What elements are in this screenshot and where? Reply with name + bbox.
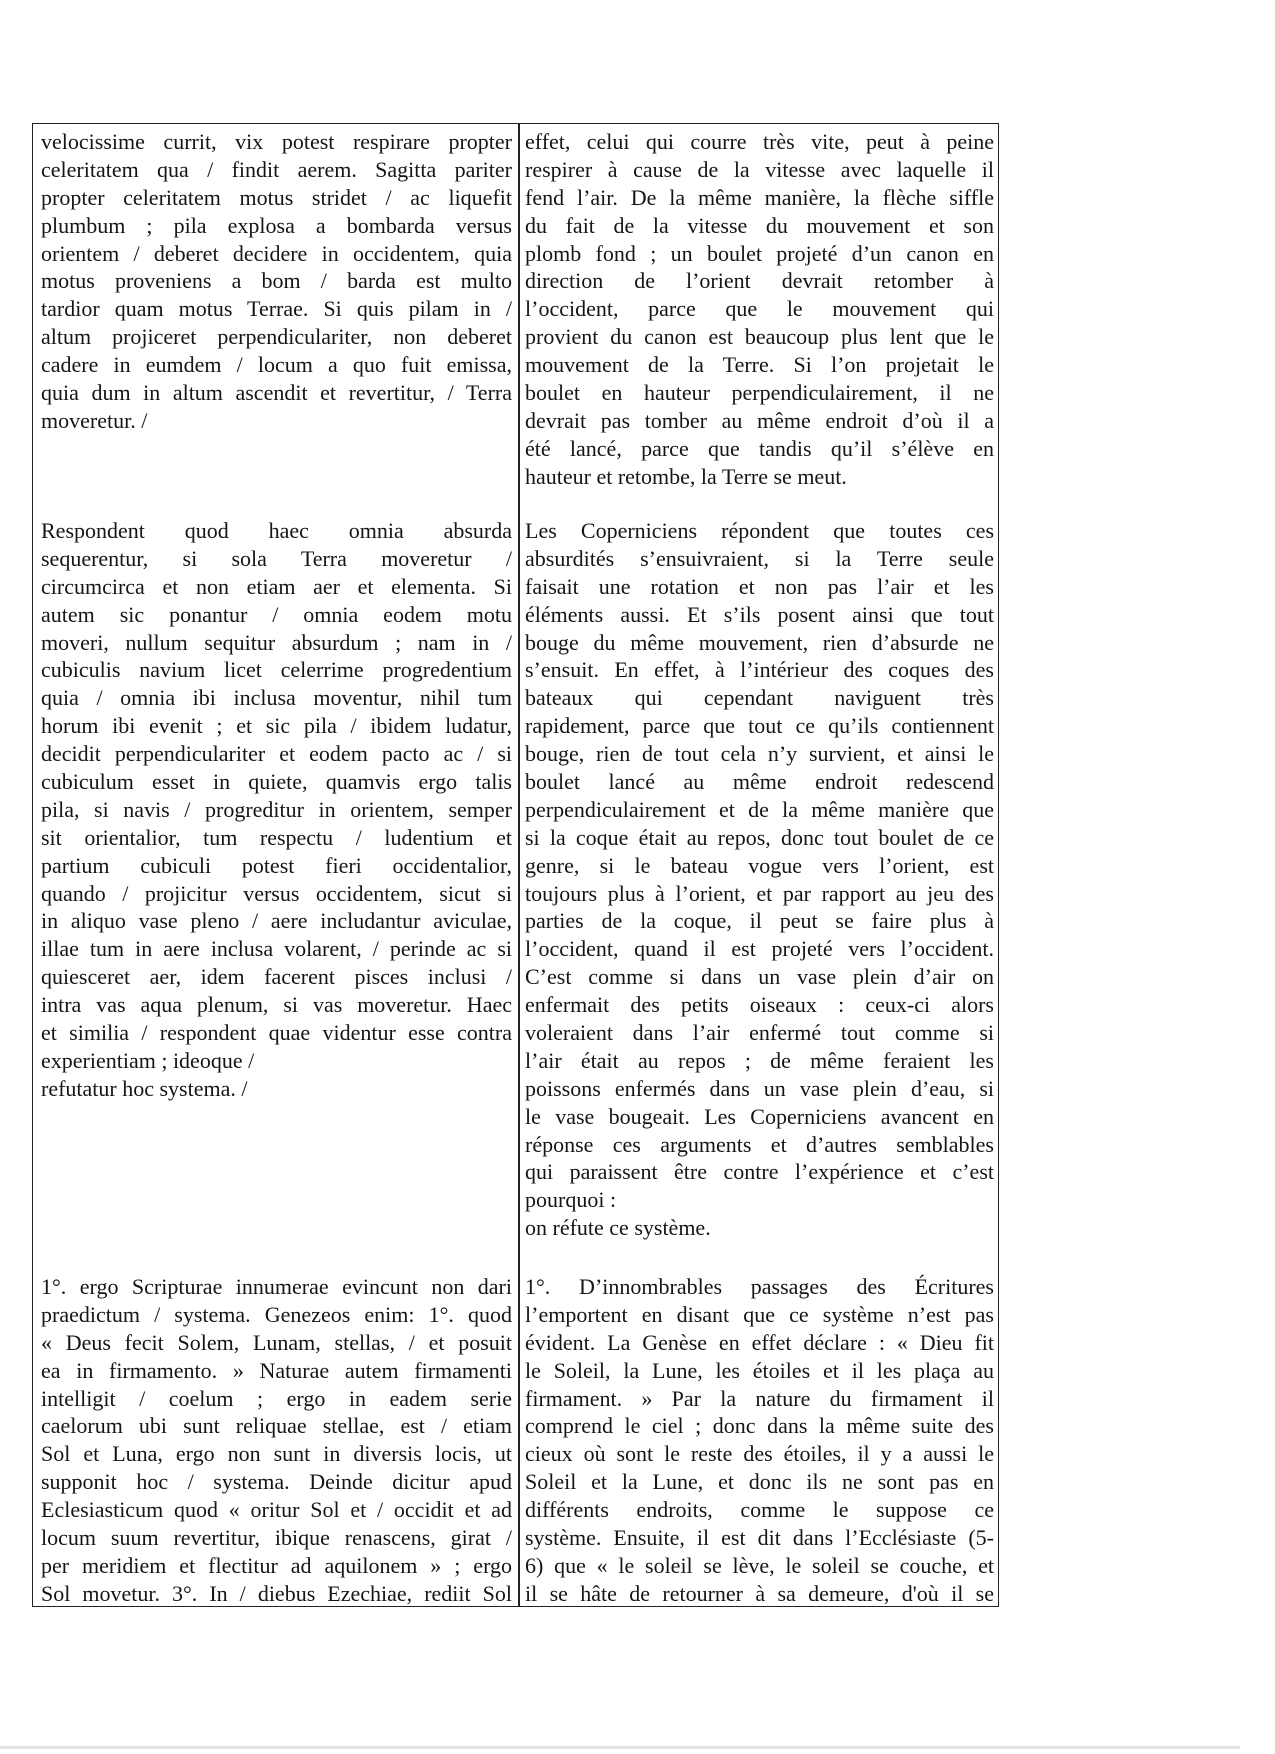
- text-line: intelligit / coelum ; ergo in eadem serie: [41, 1385, 512, 1411]
- text-line: l’occident, parce que le mouvement qui: [525, 296, 994, 322]
- text-line: praedictum / systema. Genezeos enim: 1°. quod: [41, 1301, 512, 1327]
- text-line: devrait pas tomber au même endroit d’où il a: [525, 407, 994, 433]
- text-line: ea in firmamento. » Naturae autem firmamenti: [41, 1357, 512, 1383]
- text-line: cieux où sont le reste des étoiles, il y a aussi le: [525, 1441, 994, 1467]
- text-line: genre, si le bateau vogue vers l’orient, est: [525, 852, 994, 878]
- text-line: s’ensuit. En effet, à l’intérieur des coques des: [525, 657, 994, 683]
- text-line: si la coque était au repos, donc tout boulet de ce: [525, 824, 994, 850]
- text-line: et similia / respondent quae videntur esse contra: [41, 1020, 512, 1046]
- text-line: 1°. ergo Scripturae innumerae evincunt non dari: [41, 1274, 512, 1299]
- text-line: Sol movetur. 3°. In / diebus Ezechiae, rediit Sol: [41, 1580, 512, 1606]
- text-line: altum projiceret perpendiculariter, non deberet: [41, 324, 512, 350]
- text-line: 6) que « le soleil se lève, le soleil se couche, et: [525, 1552, 994, 1578]
- text-line: « Deus fecit Solem, Lunam, stellas, / et posuit: [41, 1329, 512, 1355]
- text-line: cadere in eumdem / locum a quo fuit emissa,: [41, 352, 512, 378]
- french-paragraph-2: [525, 517, 994, 1242]
- text-line: caelorum ubi sunt reliquae stellae, est / etiam: [41, 1413, 512, 1439]
- text-line: tardior quam motus Terrae. Si quis pilam in /: [41, 296, 512, 322]
- text-line: bateaux qui cependant naviguent très: [525, 685, 994, 711]
- text-line: hauteur et retombe, la Terre se meut.: [525, 463, 847, 489]
- text-line: supponit hoc / systema. Deinde dicitur apud: [41, 1469, 512, 1495]
- latin-paragraph-3: [41, 1273, 512, 1608]
- text-line: autem sic ponantur / omnia eodem motu: [41, 601, 512, 627]
- text-line: sit orientalior, tum respectu / ludentium et: [41, 824, 512, 850]
- text-line: in aliquo vase pleno / aere includantur aviculae,: [41, 908, 512, 934]
- text-line: l’emportent en disant que ce système n’est pas: [525, 1301, 994, 1327]
- text-line: bouge, rien de tout cela n’y survient, et ainsi le: [525, 741, 994, 767]
- text-line: respirer à cause de la vitesse avec laquelle il: [525, 156, 994, 182]
- text-line: motus proveniens a bom / barda est multo: [41, 268, 512, 294]
- text-line: bouge du même mouvement, rien d’absurde ne: [525, 629, 994, 655]
- text-line: Respondent quod haec omnia absurda: [41, 518, 512, 543]
- text-line: orientem / deberet decidere in occidentem, quia: [41, 240, 512, 266]
- text-line: enfermait des petits oiseaux : ceux-ci alors: [525, 992, 994, 1018]
- text-line: direction de l’orient devrait retomber à: [525, 268, 994, 294]
- text-line: absurdités s’ensuivraient, si la Terre seule: [525, 545, 994, 571]
- text-line: illae tum in aere inclusa volarent, / perinde ac si: [41, 936, 512, 962]
- text-line: toujours plus à l’orient, et par rapport au jeu des: [525, 880, 994, 906]
- text-line: comprend le ciel ; donc dans la même suite des: [525, 1413, 994, 1439]
- text-line: Les Coperniciens répondent que toutes ces: [525, 518, 994, 543]
- text-line: l’air était au repos ; de même feraient les: [525, 1047, 994, 1073]
- text-line: Sol et Luna, ergo non sunt in diversis locis, ut: [41, 1441, 512, 1467]
- text-line: velocissime currit, vix potest respirare propter: [41, 129, 512, 154]
- text-line: provient du canon est beaucoup plus lent que le: [525, 324, 994, 350]
- latin-paragraph-2: [41, 517, 512, 1103]
- text-line: le Soleil, la Lune, les étoiles et il les plaça au: [525, 1357, 994, 1383]
- text-line: refutatur hoc systema. /: [41, 1075, 248, 1101]
- text-line: decidit perpendiculariter et eodem pacto ac / si: [41, 741, 512, 767]
- text-line: plumbum ; pila explosa a bombarda versus: [41, 212, 512, 238]
- text-line: système. Ensuite, il est dit dans l’Ecclésiaste (5-: [525, 1525, 994, 1551]
- text-line: voleraient dans l’air enfermé tout comme si: [525, 1020, 994, 1046]
- scan-edge: [0, 1746, 1240, 1749]
- text-line: locum suum revertitur, ibique renascens, girat /: [41, 1525, 512, 1551]
- text-line: intra vas aqua plenum, si vas moveretur. Haec: [41, 992, 512, 1018]
- text-line: pila, si navis / progreditur in orientem, semper: [41, 796, 512, 822]
- text-line: 1°. D’innombrables passages des Écritures: [525, 1274, 994, 1299]
- text-line: rapidement, parce que tout ce qu’ils contiennent: [525, 713, 994, 739]
- text-line: Soleil et la Lune, et donc ils ne sont pas en: [525, 1469, 994, 1495]
- latin-paragraph-1: [41, 128, 512, 435]
- text-line: on réfute ce système.: [525, 1215, 711, 1241]
- text-line: l’occident, quand il est projeté vers l’occident.: [525, 936, 994, 962]
- bilingual-table: [32, 123, 999, 1607]
- text-line: évident. La Genèse en effet déclare : « Dieu fit: [525, 1329, 994, 1355]
- text-line: cubiculis navium licet celerrime progredentium: [41, 657, 512, 683]
- text-line: boulet lancé au même endroit redescend: [525, 769, 994, 795]
- text-line: quia dum in altum ascendit et revertitur, / Terra: [41, 380, 512, 406]
- text-line: faisait une rotation et non pas l’air et les: [525, 573, 994, 599]
- text-line: quiesceret aer, idem facerent pisces inclusi /: [41, 964, 512, 990]
- text-line: le vase bougeait. Les Coperniciens avancent en: [525, 1103, 994, 1129]
- text-line: quando / projicitur versus occidentem, sicut si: [41, 880, 512, 906]
- text-line: boulet en hauteur perpendiculairement, il ne: [525, 380, 994, 406]
- text-line: éléments aussi. Et s’ils posent ainsi que tout: [525, 601, 994, 627]
- text-line: moveretur. /: [41, 407, 148, 433]
- text-line: pourquoi :: [525, 1187, 617, 1213]
- text-line: poissons enfermés dans un vase plein d’eau, si: [525, 1075, 994, 1101]
- text-line: moveri, nullum sequitur absurdum ; nam in /: [41, 629, 512, 655]
- text-line: du fait de la vitesse du mouvement et son: [525, 212, 994, 238]
- text-line: propter celeritatem motus stridet / ac liquefit: [41, 184, 512, 210]
- text-line: sequerentur, si sola Terra moveretur /: [41, 545, 512, 571]
- text-line: parties de la coque, il peut se faire plus à: [525, 908, 994, 934]
- text-line: il se hâte de retourner à sa demeure, d'où il se: [525, 1580, 994, 1606]
- text-line: fend l’air. De la même manière, la flèche siffle: [525, 184, 994, 210]
- text-line: perpendiculairement et de la même manière que: [525, 796, 994, 822]
- text-line: réponse ces arguments et d’autres semblables: [525, 1131, 994, 1157]
- text-line: différents endroits, comme le suppose ce: [525, 1497, 994, 1523]
- column-divider: [518, 124, 520, 1606]
- text-line: circumcirca et non etiam aer et elementa. Si: [41, 573, 512, 599]
- text-line: celeritatem qua / findit aerem. Sagitta pariter: [41, 156, 512, 182]
- text-line: per meridiem et flectitur ad aquilonem » ; ergo: [41, 1552, 512, 1578]
- text-line: cubiculum esset in quiete, quamvis ergo talis: [41, 769, 512, 795]
- text-line: qui paraissent être contre l’expérience et c’est: [525, 1159, 994, 1185]
- french-paragraph-1: [525, 128, 994, 491]
- text-line: C’est comme si dans un vase plein d’air on: [525, 964, 994, 990]
- text-line: effet, celui qui courre très vite, peut à peine: [525, 129, 994, 154]
- text-line: plomb fond ; un boulet projeté d’un canon en: [525, 240, 994, 266]
- text-line: experientiam ; ideoque /: [41, 1047, 255, 1073]
- text-line: horum ibi evenit ; et sic pila / ibidem ludatur,: [41, 713, 512, 739]
- text-line: été lancé, parce que tandis qu’il s’élève en: [525, 435, 994, 461]
- text-line: firmament. » Par la nature du firmament il: [525, 1385, 994, 1411]
- french-paragraph-3: [525, 1273, 994, 1608]
- text-line: Eclesiasticum quod « oritur Sol et / occidit et ad: [41, 1497, 512, 1523]
- text-line: mouvement de la Terre. Si l’on projetait le: [525, 352, 994, 378]
- text-line: quia / omnia ibi inclusa moventur, nihil tum: [41, 685, 512, 711]
- text-line: partium cubiculi potest fieri occidentalior,: [41, 852, 512, 878]
